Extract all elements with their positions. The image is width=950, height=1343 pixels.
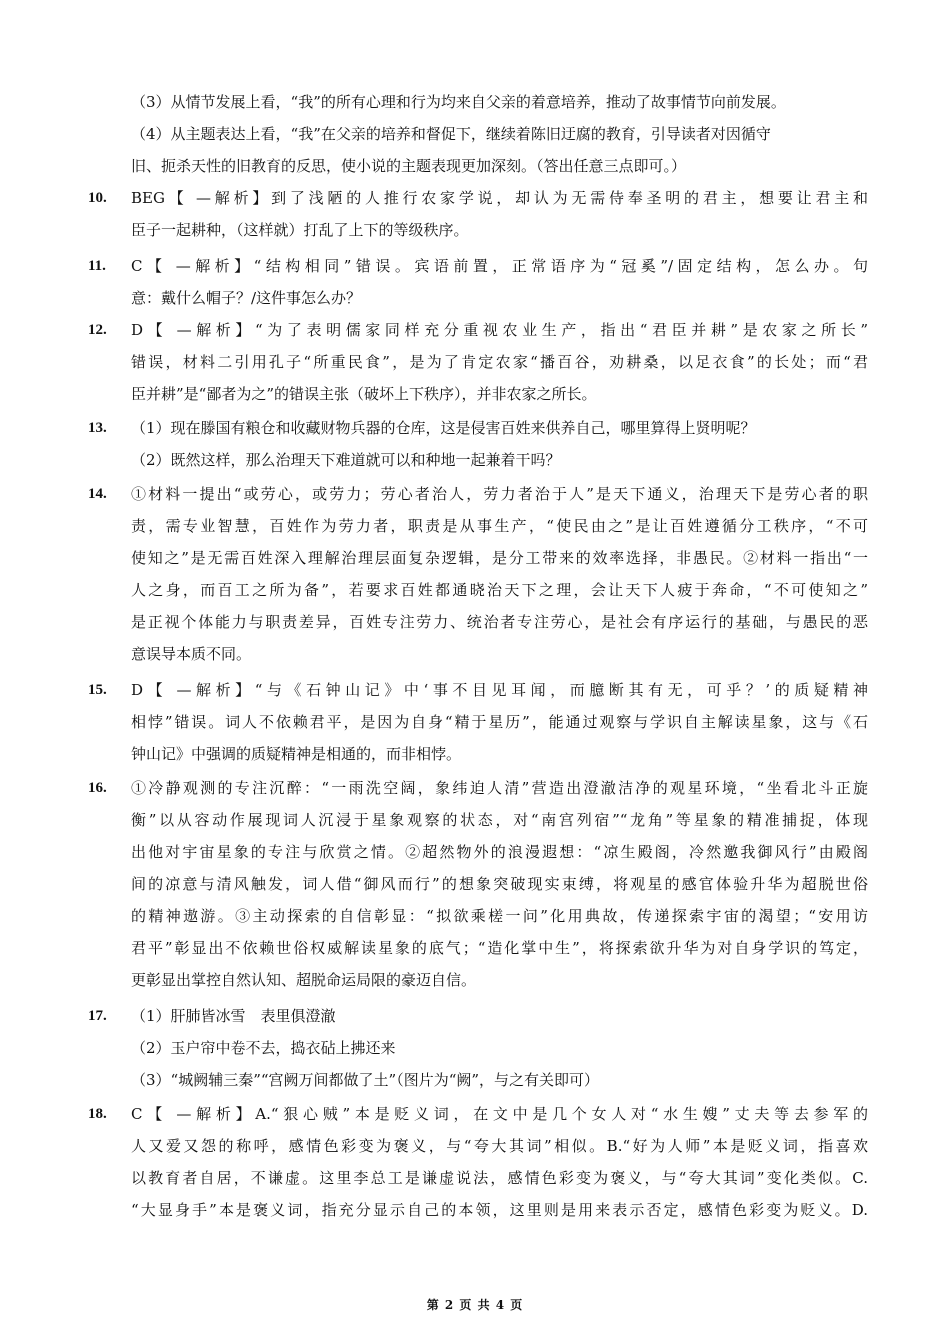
answer-text-line: 使知之”是无需百姓深入理解治理层面复杂逻辑，是分工带来的效率选择，非愚民。②材料一指出“一 xyxy=(131,549,868,567)
answer-item-14 xyxy=(88,478,868,670)
answer-9-tail xyxy=(88,150,868,182)
answer-item-11 xyxy=(88,250,868,314)
item-number: 16. xyxy=(88,780,107,796)
answer-text-line: 间的凉意与清风触发，词人借“御风而行”的想象突破现实束缚，将观星的感官体验升华为超脱世俗 xyxy=(131,875,868,893)
answer-text-line: 臣子一起耕种，（这样就）打乱了上下的等级秩序。 xyxy=(131,221,469,239)
answer-item-16 xyxy=(88,772,868,996)
item-number: 14. xyxy=(88,486,107,502)
answer-text-line: 君平”彰显出不依赖世俗权威解读星象的底气；“造化掌中生”，将探索欲升华为对自身学识的笃定， xyxy=(131,939,868,957)
item-number: 13. xyxy=(88,420,107,436)
answer-text-line: 衡”以从容动作展现词人沉浸于星象观察的状态，对“南宫列宿”“龙角”等星象的精准捕捉，体现 xyxy=(131,811,868,829)
answer-text-line: 旧、扼杀天性的旧教育的反思，使小说的主题表现更加深刻。（答出任意三点即可。） xyxy=(131,157,687,175)
answer-text-line: ①冷静观测的专注沉醉：“一雨洗空阔，象纬迫人清”营造出澄澈洁净的观星环境，“坐看北斗正旋 xyxy=(131,779,868,797)
answer-text-line: “大显身手”本是褒义词，指充分显示自己的本领，这里则是用来表示否定，感情色彩变为贬义。D. xyxy=(131,1201,868,1219)
page-footer: 第 2 页 共 4 页 xyxy=(426,1298,524,1312)
item-number: 17. xyxy=(88,1008,107,1024)
answer-text-line: （2）既然这样，那么治理天下难道就可以和种地一起兼着干吗？ xyxy=(131,451,561,469)
answer-text-line: （4）从主题表达上看，“我”在父亲的培养和督促下，继续着陈旧迂腐的教育，引导读者对因循守 xyxy=(131,125,771,143)
answer-text-line: C【 —解析】“结构相同”错误。宾语前置，正常语序为“冠奚”/固定结构，怎么办。句 xyxy=(131,257,868,275)
answer-text-line: （2）玉户帘中卷不去，捣衣砧上拂还来 xyxy=(131,1039,396,1057)
answer-text-line: 出他对宇宙星象的专注与欣赏之情。②超然物外的浪漫遐想：“凉生殿阁，冷然邀我御风行”由殿阁 xyxy=(131,843,868,861)
answer-item-17 xyxy=(88,1000,868,1096)
answer-text-line: 钟山记》中强调的质疑精神是相通的，而非相悖。 xyxy=(131,745,462,763)
answer-text-line: 是正视个体能力与职责差异，百姓专注劳力、统治者专注劳心，是社会有序运行的基础，与愚民的恶 xyxy=(131,613,868,631)
answer-item-12 xyxy=(88,314,868,410)
answer-text-line: BEG【 —解析】到了浅陋的人推行农家学说，却认为无需侍奉圣明的君主，想要让君主和 xyxy=(131,189,868,207)
answer-text-line: ①材料一提出“或劳心，或劳力；劳心者治人，劳力者治于人”是天下通义，治理天下是劳心者的职 xyxy=(131,485,868,503)
answer-text-line: 的精神遨游。③主动探索的自信彰显：“拟欲乘槎一问”化用典故，传递探索宇宙的渴望；“安用访 xyxy=(131,907,868,925)
answer-text-line: 意：戴什么帽子？/这件事怎么办？ xyxy=(131,289,362,307)
answer-9-continuation xyxy=(131,86,871,150)
answer-item-13 xyxy=(88,412,868,476)
answer-text-line: （1）肝肺皆冰雪 表里俱澄澈 xyxy=(131,1007,336,1025)
item-number: 12. xyxy=(88,322,107,338)
answer-item-18 xyxy=(88,1098,868,1226)
item-number: 10. xyxy=(88,190,107,206)
answer-text-line: C【 —解析】A.“狠心贼”本是贬义词，在文中是几个女人对“水生嫂”丈夫等去参军的 xyxy=(131,1105,868,1123)
answer-text-line: 相悖”错误。词人不依赖君平，是因为自身“精于星历”，能通过观察与学识自主解读星象，这与《石 xyxy=(131,713,868,731)
answer-text-line: 错误，材料二引用孔子“所重民食”，是为了肯定农家“播百谷，劝耕桑，以足衣食”的长处；而“君 xyxy=(131,353,868,371)
answer-text-line: （3）从情节发展上看，“我”的所有心理和行为均来自父亲的着意培养，推动了故事情节向前发展。 xyxy=(131,93,786,111)
answer-text-line: 人之身，而百工之所为备”，若要求百姓都通晓治天下之理，会让天下人疲于奔命，“不可使知之” xyxy=(131,581,868,599)
answer-text-line: 意误导本质不同。 xyxy=(131,645,252,663)
answer-text-line: 以教育者自居，不谦虚。这里李总工是谦虚说法，感情色彩变为褒义，与“夸大其词”变化类似。C. xyxy=(131,1169,868,1187)
item-number: 15. xyxy=(88,682,107,698)
answer-text-line: 臣并耕”是“鄙者为之”的错误主张（破坏上下秩序），并非农家之所长。 xyxy=(131,385,597,403)
answer-text-line: （1）现在滕国有粮仓和收藏财物兵器的仓库，这是侵害百姓来供养自己，哪里算得上贤明呢？ xyxy=(131,419,756,437)
answer-item-10 xyxy=(88,182,868,246)
answer-text-line: 责，需专业智慧，百姓作为劳力者，职责是从事生产，“使民由之”是让百姓遵循分工秩序，“不可 xyxy=(131,517,868,535)
answer-item-15 xyxy=(88,674,868,770)
answer-text-line: （3）“城阙辅三秦”“宫阙万间都做了土”（图片为“阙”，与之有关即可） xyxy=(131,1071,600,1089)
answer-text-line: 人又爱又怨的称呼，感情色彩变为褒义，与“夸大其词”相似。B.“好为人师”本是贬义词，指喜欢 xyxy=(131,1137,868,1155)
answer-text-line: D【 —解析】“与《石钟山记》中‘事不目见耳闻，而臆断其有无，可乎？’的质疑精神 xyxy=(131,681,868,699)
answer-text-line: D【 —解析】“为了表明儒家同样充分重视农业生产，指出“君臣并耕”是农家之所长” xyxy=(131,321,868,339)
item-number: 18. xyxy=(88,1106,107,1122)
answer-text-line: 更彰显出掌控自然认知、超脱命运局限的豪迈自信。 xyxy=(131,971,477,989)
item-number: 11. xyxy=(88,258,106,274)
